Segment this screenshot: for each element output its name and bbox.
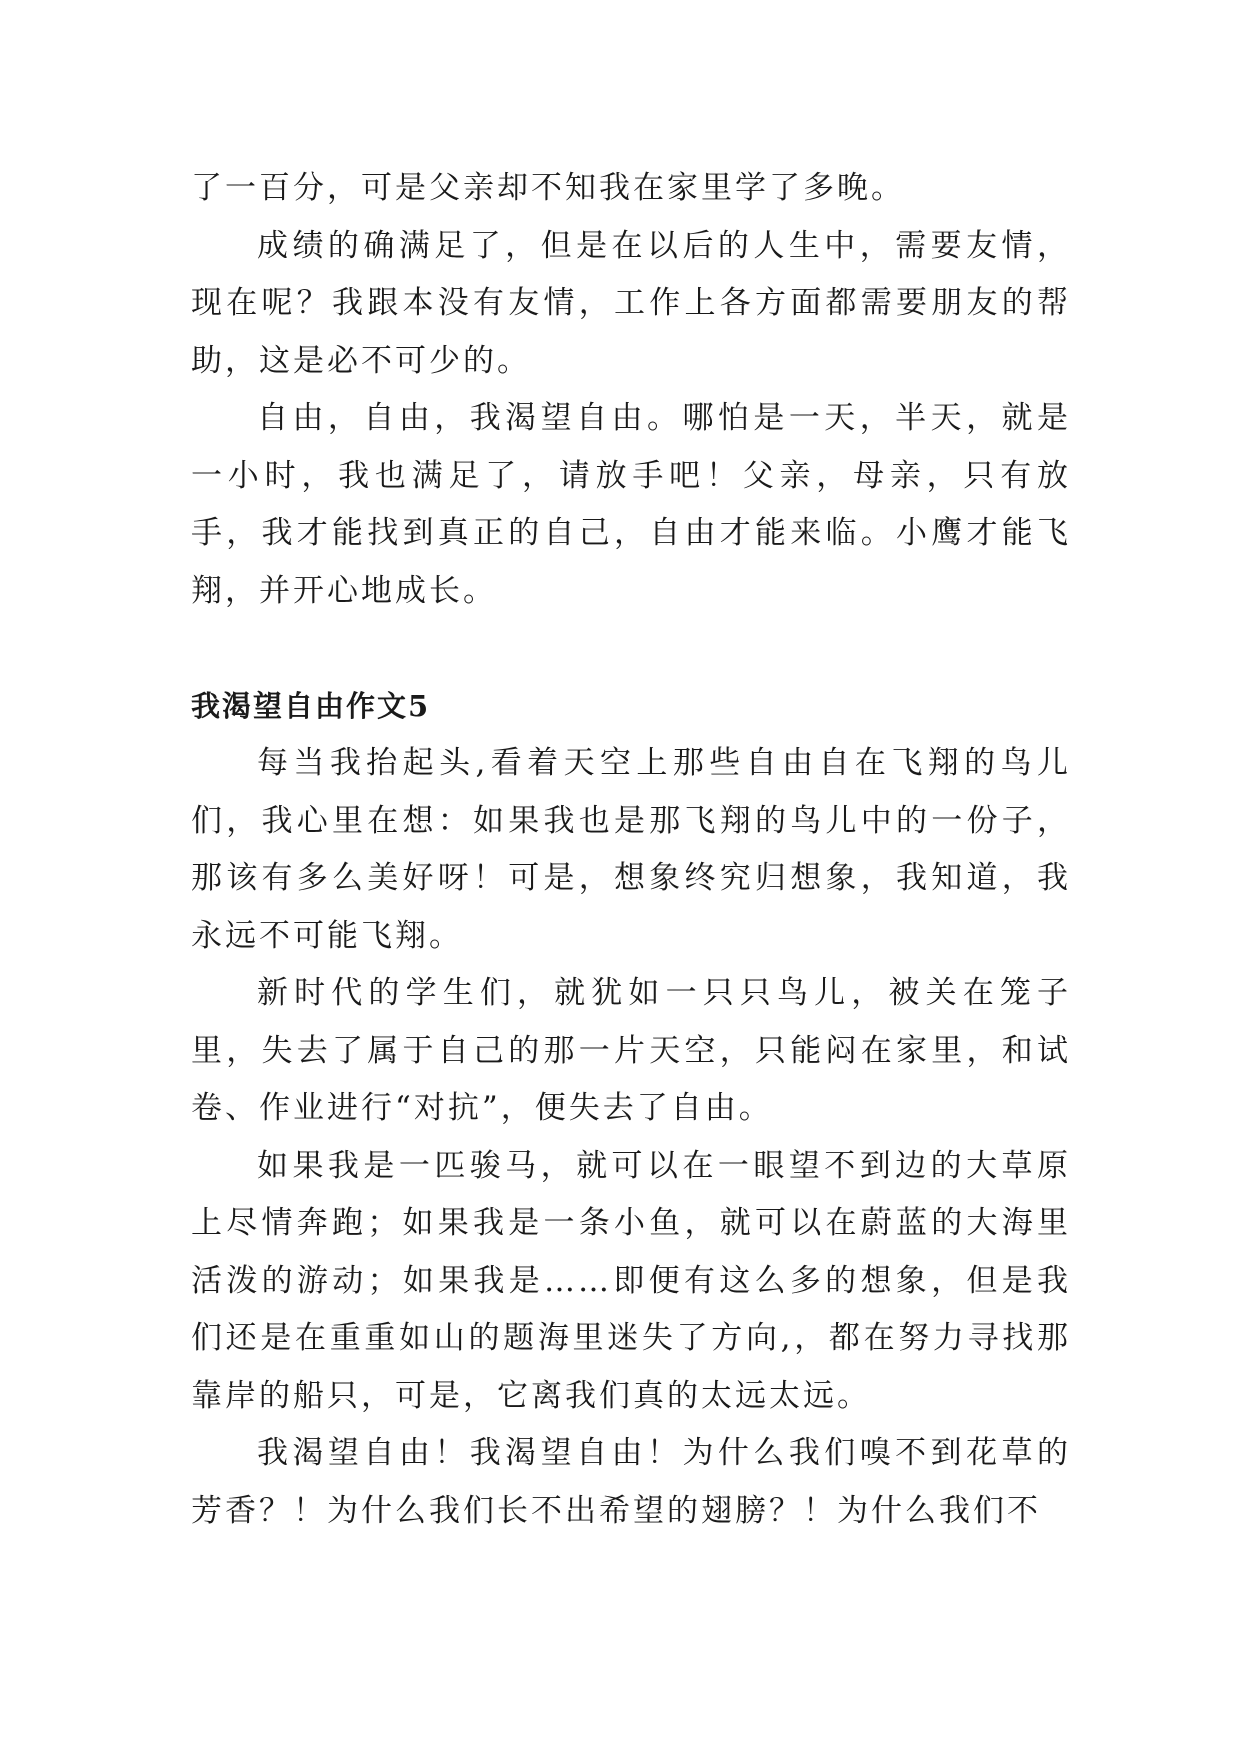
paragraph: 如果我是一匹骏马，就可以在一眼望不到边的大草原上尽情奔跑；如果我是一条小鱼，就可以在蔚蓝的大海里活泼的游动；如果我是……即便有这么多的想象，但是我们还是在重重如山的题海里迷失了方向,，都在努力寻找那靠岸的船只，可是，它离我们真的太远太远。: [191, 1147, 1071, 1414]
section-spacer: [191, 620, 1071, 678]
section-heading: 我渴望自由作文5: [191, 688, 431, 723]
paragraph: 成绩的确满足了，但是在以后的人生中，需要友情，现在呢？我跟本没有友情，工作上各方面都需要朋友的帮助，这是必不可少的。: [191, 227, 1071, 379]
paragraph-continuation: 了一百分，可是父亲却不知我在家里学了多晚。: [191, 170, 905, 206]
document-body: [191, 160, 1071, 1540]
paragraph: 自由，自由，我渴望自由。哪怕是一天，半天，就是一小时，我也满足了，请放手吧！父亲，母亲，只有放手，我才能找到真正的自己，自由才能来临。小鹰才能飞翔，并开心地成长。: [191, 400, 1071, 609]
paragraph: 新时代的学生们，就犹如一只只鸟儿，被关在笼子里，失去了属于自己的那一片天空，只能闷在家里，和试卷、作业进行“对抗”，便失去了自由。: [191, 975, 1071, 1126]
paragraph-truncated: 我渴望自由！我渴望自由！为什么我们嗅不到花草的芳香？！为什么我们长不出希望的翅膀？！为什么我们不: [191, 1435, 1071, 1529]
paragraph: 每当我抬起头,看着天空上那些自由自在飞翔的鸟儿们，我心里在想：如果我也是那飞翔的鸟儿中的一份子，那该有多么美好呀！可是，想象终究归想象，我知道，我永远不可能飞翔。: [191, 745, 1071, 954]
